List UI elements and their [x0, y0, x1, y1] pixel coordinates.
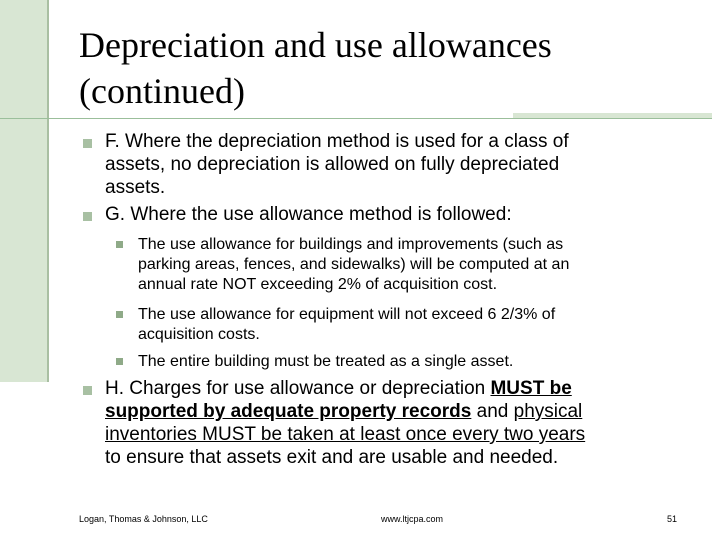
bullet-square-icon	[83, 139, 92, 148]
bullet-h	[105, 377, 685, 469]
sub-bullet-line: The use allowance for buildings and improvements (such as	[138, 236, 564, 253]
title-divider	[0, 118, 712, 119]
sub-bullet-line: annual rate NOT exceeding 2% of acquisition cost.	[138, 276, 498, 293]
bullet-h-line	[105, 423, 685, 446]
sub-bullet-line: parking areas, fences, and sidewalks) will be computed at an	[138, 256, 570, 273]
bullet-f	[105, 130, 685, 199]
bullet-h-text: and	[471, 401, 514, 422]
sub-bullet-square-icon	[116, 241, 123, 248]
bullet-f-line: F. Where the depreciation method is used for a class of	[105, 131, 569, 152]
slide-title	[79, 22, 699, 114]
bullet-h-line	[105, 400, 685, 423]
sub-bullet-square-icon	[116, 358, 123, 365]
bullet-h-line	[105, 446, 685, 469]
bullet-f-line: assets.	[105, 177, 166, 198]
decorative-side-bar	[0, 0, 49, 382]
sub-bullet-square-icon	[116, 311, 123, 318]
sub-bullet-single-asset	[138, 352, 693, 372]
bullet-h-underlined: physical	[513, 401, 583, 422]
sub-bullet-buildings	[138, 235, 693, 295]
bullet-h-emphasis: supported by adequate property records	[105, 401, 472, 422]
bullet-h-text: to ensure that assets exit and are usable and needed.	[105, 447, 559, 468]
bullet-h-underlined: inventories MUST be taken at least once every two years	[105, 424, 586, 445]
page-number: 51	[667, 514, 678, 524]
bullet-h-emphasis: MUST be	[490, 378, 572, 399]
bullet-square-icon	[83, 212, 92, 221]
sub-bullet-line: The use allowance for equipment will not exceed 6 2/3% of	[138, 306, 556, 323]
bullet-square-icon	[83, 386, 92, 395]
sub-bullet-line: acquisition costs.	[138, 326, 260, 343]
title-line-2: (continued)	[79, 71, 245, 111]
bullet-h-line	[105, 377, 685, 400]
sub-bullet-line: The entire building must be treated as a single asset.	[138, 353, 514, 370]
footer-website: www.ltjcpa.com	[381, 514, 444, 524]
bullet-f-line: assets, no depreciation is allowed on fully depreciated	[105, 154, 560, 175]
sub-bullet-equipment	[138, 305, 693, 345]
bullet-g: G. Where the use allowance method is followed:	[105, 204, 512, 225]
footer-company: Logan, Thomas & Johnson, LLC	[79, 514, 208, 524]
title-line-1: Depreciation and use allowances	[79, 25, 552, 65]
bullet-h-text: H. Charges for use allowance or depreciation	[105, 378, 491, 399]
